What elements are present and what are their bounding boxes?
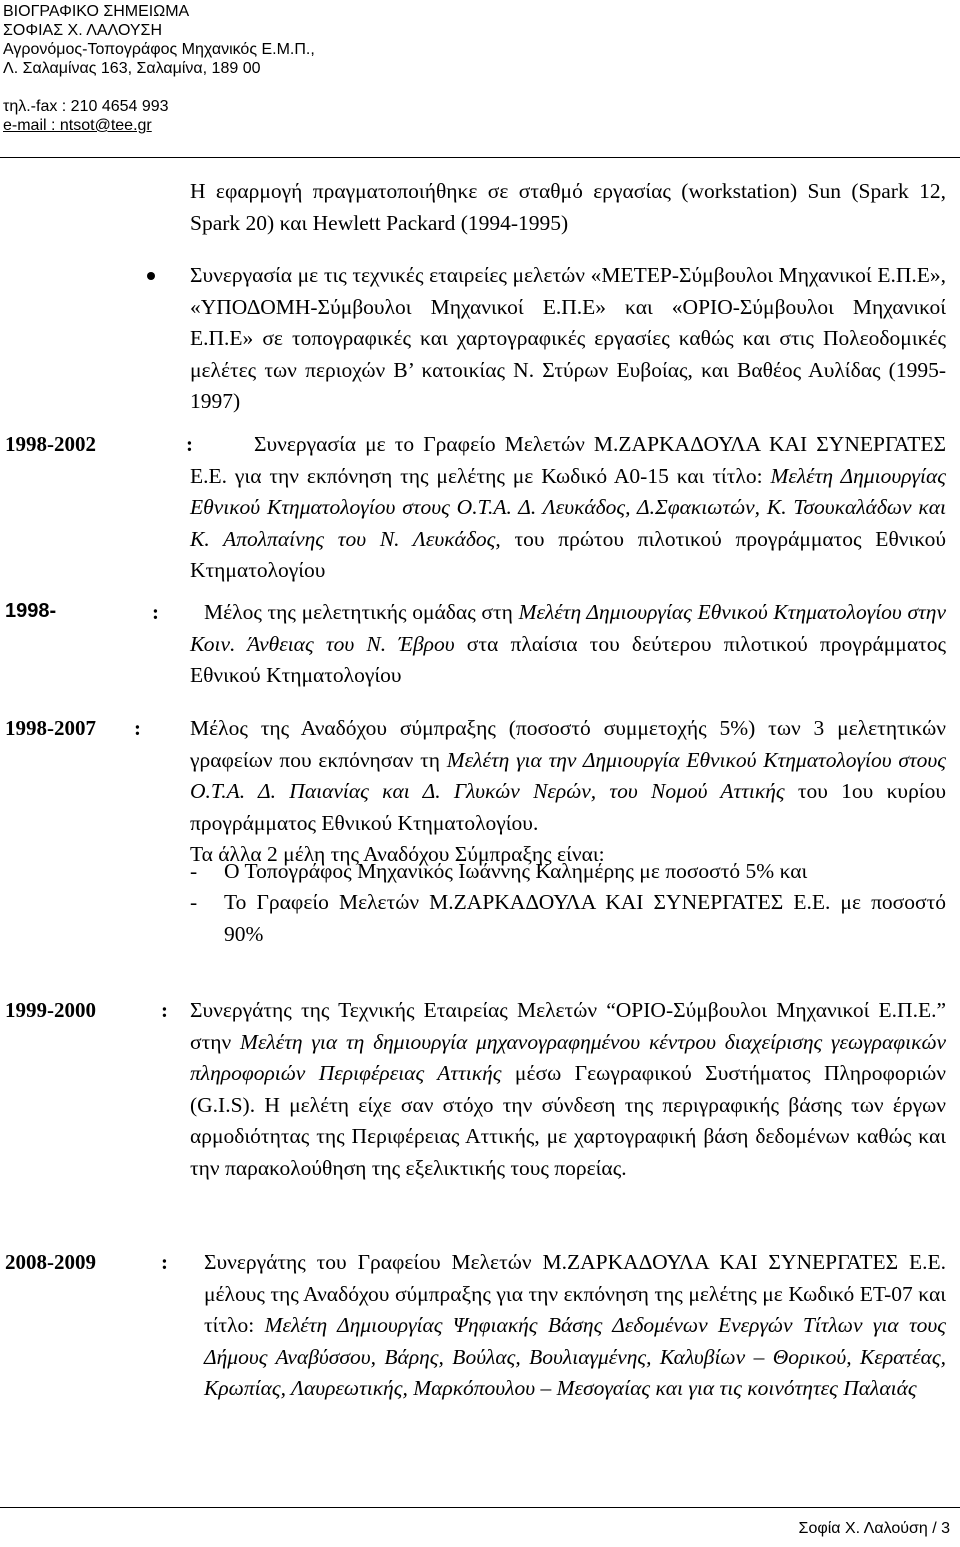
author-profession: Αγρονόμος-Τοπογράφος Μηχανικός Ε.Μ.Π., — [3, 41, 315, 58]
bullet-paragraph: Συνεργασία με τις τεχνικές εταιρείες μελετών «ΜΕΤΕΡ-Σύμβουλοι Μηχανικοί Ε.Π.Ε», «ΥΠΟΔΟΜΗ-Σύμβουλοι Μηχανικοί Ε.Π.Ε» και «ΟΡΙΟ-Σύμβουλοι Μηχανικοί Ε.Π.Ε» σε τοπογραφικές και χαρτογραφικές εργασίες καθώς και στις Πολεοδομικές μελέτες των περιοχών Β’ κατοικίας Ν. Στύρων Ευβοίας, και Βαθέος Αυλίδας (1995-1997) — [190, 263, 946, 413]
author-address: Λ. Σαλαμίνας 163, Σαλαμίνα, 189 00 — [3, 60, 261, 77]
entry-colon: : — [161, 1250, 168, 1274]
list-item — [190, 856, 946, 888]
entry-description — [190, 713, 946, 839]
entry-study-title: Μελέτη Δημιουργίας Ψηφιακής Βάσης Δεδομένων Ενεργών Τίτλων για τους Δήμους Αναβύσσου, Βάρης, Βούλας, Βουλιαγμένης, Καλυβίων – Θορικού, Κερατέας, Κρωπίας, Λαυρεωτικής, Μαρκόπουλου – Μεσογαίας και για τις κοινότητες Παλαιάς — [204, 1313, 946, 1400]
author-phone: τηλ.-fax : 210 4654 993 — [3, 98, 169, 115]
entry-study-title: Μελέτη για την Δημιουργία Εθνικού Κτηματολογίου στους Ο.Τ.Α. Δ. Παιανίας και Δ. Γλυκών Νερών, του Νομού Αττικής — [190, 747, 946, 803]
entry-study-title: Μελέτη Δημιουργίας Εθνικού Κτηματολογίου στους Ο.Τ.Α. Δ. Λευκάδος, Δ.Σφακιωτών, Κ. Τσουκαλάδων και Κ. Απολπαίνης του Ν. Λευκάδος — [190, 463, 946, 551]
entry-text: Συνεργασία με το Γραφείο Μελετών Μ.ΖΑΡΚΑΔΟΥΛΑ ΚΑΙ ΣΥΝΕΡΓΑΤΕΣ Ε.Ε. για την εκπόνηση της μελέτης με Κωδικό Α0-15 και τίτλο: — [190, 432, 946, 488]
dash-marker: - — [190, 890, 198, 914]
header-spacer — [3, 78, 315, 97]
entry-description — [190, 429, 946, 587]
entry-text: Συνεργάτης της Τεχνικής Εταιρείας Μελετών “ΟΡΙΟ-Σύμβουλοι Μηχανικοί Ε.Π.Ε.” στην — [190, 998, 946, 1054]
document-title: ΒΙΟΓΡΑΦΙΚΟ ΣΗΜΕΙΩΜΑ — [3, 3, 190, 20]
entry-period: 1998-2007 — [5, 716, 96, 740]
members-intro: Τα άλλα 2 μέλη της Αναδόχου Σύμπραξης είναι: — [190, 842, 605, 866]
intro-paragraph: Η εφαρμογή πραγματοποιήθηκε σε σταθμό εργασίας (workstation) Sun (Spark 12, Spark 20) και Hewlett Packard (1994-1995) — [190, 179, 946, 235]
entry-colon: : — [134, 716, 141, 740]
entry-text: Μέλος της Αναδόχου σύμπραξης (ποσοστό συμμετοχής 5%) των 3 μελετητικών γραφείων που εκπόνησαν τη — [190, 716, 946, 772]
header-divider — [0, 157, 960, 158]
member-text: Ο Τοπογράφος Μηχανικός Ιωάννης Καλημέρης με ποσοστό 5% και — [224, 859, 808, 883]
entry-text: Μέλος της μελετητικής ομάδας στη — [204, 600, 519, 624]
entry-description — [190, 597, 946, 692]
member-list — [190, 856, 946, 888]
entry-text: μέσω Γεωγραφικού Συστήματος Πληροφοριών (G.I.S). Η μελέτη είχε σαν στόχο την σύνδεση της περιγραφικής βάσης των έργων αρμοδιότητας της Περιφέρειας Αττικής, με χαρτογραφική βάση δεδομένων καθώς και την παρακολούθηση της εξελικτικής τους πορείας. — [190, 1061, 946, 1180]
entry-study-title: Μελέτη Δημιουργίας Εθνικού Κτηματολογίου στην Κοιν. Άνθειας του Ν. Έβρου — [190, 600, 946, 656]
entry-text: του 1ου κυρίου προγράμματος Εθνικού Κτηματολογίου. — [190, 779, 946, 835]
entry-colon: : — [186, 432, 193, 456]
entry-text: Συνεργάτης του Γραφείου Μελετών Μ.ΖΑΡΚΑΔΟΥΛΑ ΚΑΙ ΣΥΝΕΡΓΑΤΕΣ Ε.Ε. μέλους της Αναδόχου σύμπραξης για την εκπόνηση της μελέτης με Κωδικό ΕΤ-07 και τίτλο: — [204, 1250, 946, 1337]
entry-period: 1998-2002 — [5, 432, 96, 456]
entry-text: , του πρώτου πιλοτικού προγράμματος Εθνικού Κτηματολογίου — [190, 526, 946, 582]
page-footer: Σοφία Χ. Λαλούση / 3 — [798, 1520, 950, 1537]
entry-description — [190, 995, 946, 1184]
entry-period: 1999-2000 — [5, 998, 96, 1022]
entry-text: στα πλαίσια του δεύτερου πιλοτικού προγράμματος Εθνικού Κτηματολογίου — [190, 631, 946, 687]
letterhead — [3, 2, 315, 135]
entry-period: 2008-2009 — [5, 1250, 96, 1274]
member-text: Το Γραφείο Μελετών Μ.ΖΑΡΚΑΔΟΥΛΑ ΚΑΙ ΣΥΝΕΡΓΑΤΕΣ Ε.Ε. με ποσοστό 90% — [224, 890, 946, 946]
dash-marker: - — [190, 859, 198, 883]
author-email-link[interactable]: e-mail : ntsot@tee.gr — [3, 117, 152, 134]
entry-colon: : — [161, 998, 168, 1022]
entry-study-title: Μελέτη για τη δημιουργία μηχανογραφημένου κέντρου διαχείρισης γεωγραφικών πληροφοριών Περιφέρειας Αττικής — [190, 1029, 946, 1085]
author-name: ΣΟΦΙΑΣ Χ. ΛΑΛΟΥΣΗ — [3, 22, 162, 39]
bullet-icon — [147, 272, 155, 280]
entry-description — [204, 1247, 946, 1405]
entry-colon: : — [152, 600, 159, 624]
footer-divider — [0, 1507, 960, 1508]
entry-period: 1998- — [5, 600, 57, 622]
